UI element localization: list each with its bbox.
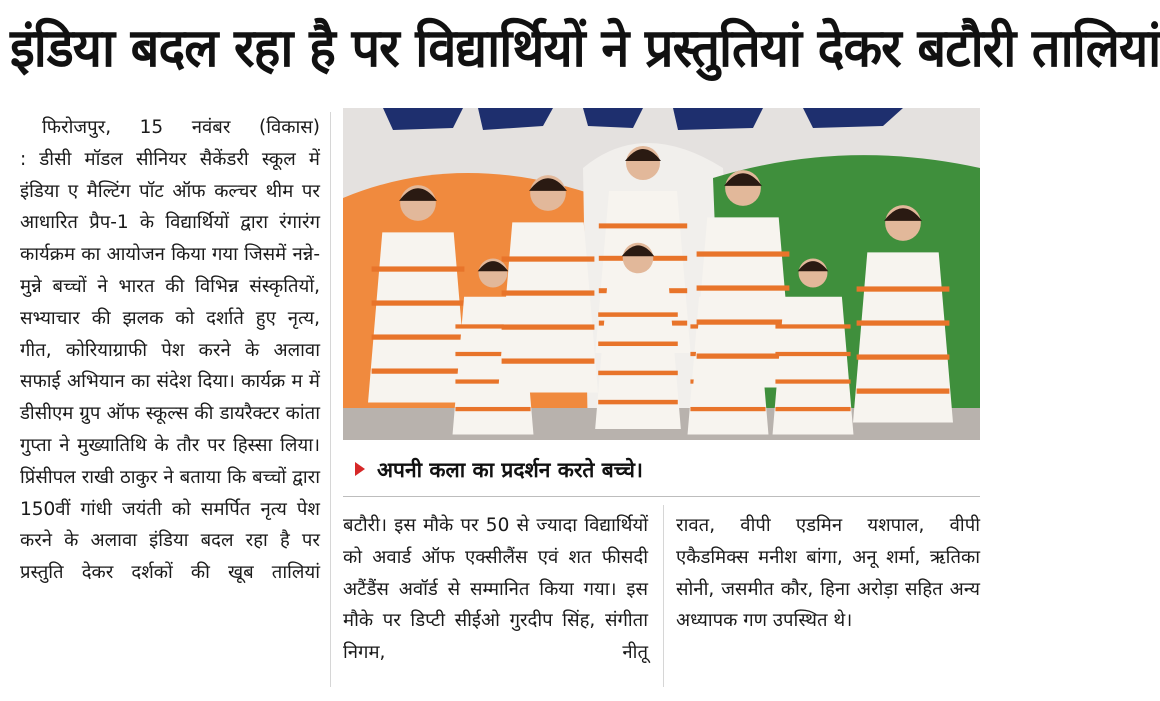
column-divider	[330, 112, 331, 687]
article-text: : डीसी मॉडल सीनियर सैकेंडरी स्कूल में इंडिया ए मैल्टिंग पॉट ऑफ कल्चर थीम पर आधारित प्रैप-1 के विद्यार्थियों द्वारा रंगारंग कार्यक्रम का आयोजन किया गया जिसमें नन्ने-मुन्ने बच्चों ने भारत की विभिन्न संस्कृतियों, सभ्याचार की झलक को दर्शाते हुए नृत्य, गीत, कोरियाग्राफी पेश करने के अलावा सफाई अभियान का संदेश दिया। कार्यक्र म में डीसीएम ग्रुप ऑफ स्कूल्स की डायरैक्टर कांता गुप्ता ने मुख्यातिथि के तौर पर हिस्सा लिया। प्रिंसीपल राखी ठाकुर ने बताया कि बच्चों द्वारा 150वीं गांधी जयंती को समर्पित नृत्य पेश करने के अलावा इंडिया बदल रहा है पर प्रस्तुति देकर दर्शकों की खूब तालियां	[20, 148, 320, 584]
dateline: फिरोजपुर, 15 नवंबर (विकास)	[42, 117, 320, 138]
article-column-2	[343, 510, 648, 669]
caption-rule	[343, 496, 980, 497]
headline: इंडिया बदल रहा है पर विद्यार्थियों ने प्रस्तुतियां देकर बटौरी तालियां	[10, 18, 1160, 79]
children-performing-photo	[343, 108, 980, 440]
column-divider	[663, 505, 664, 687]
article-text: बटौरी। इस मौके पर 50 से ज्यादा विद्यार्थियों को अवार्ड ऑफ एक्सीलैंस एवं शत फीसदी अटैंडैंस अवॉर्ड से सम्मानित किया गया। इस मौके पर डिप्टी सीईओ गुरदीप सिंह, संगीता निगम, नीतू	[343, 515, 648, 664]
caption-marker-icon	[355, 462, 365, 476]
article-column-1	[20, 112, 320, 589]
article-photo	[343, 108, 980, 440]
article-text: रावत, वीपी एडमिन यशपाल, वीपी एकैडमिक्स मनीश बांगा, अनू शर्मा, ऋतिका सोनी, जसमीत कौर, हिना अरोड़ा सहित अन्य अध्यापक गण उपस्थित थे।	[676, 515, 980, 632]
photo-caption-text: अपनी कला का प्रदर्शन करते बच्चे।	[377, 458, 643, 482]
article-column-3	[676, 510, 980, 637]
photo-caption	[343, 453, 980, 487]
